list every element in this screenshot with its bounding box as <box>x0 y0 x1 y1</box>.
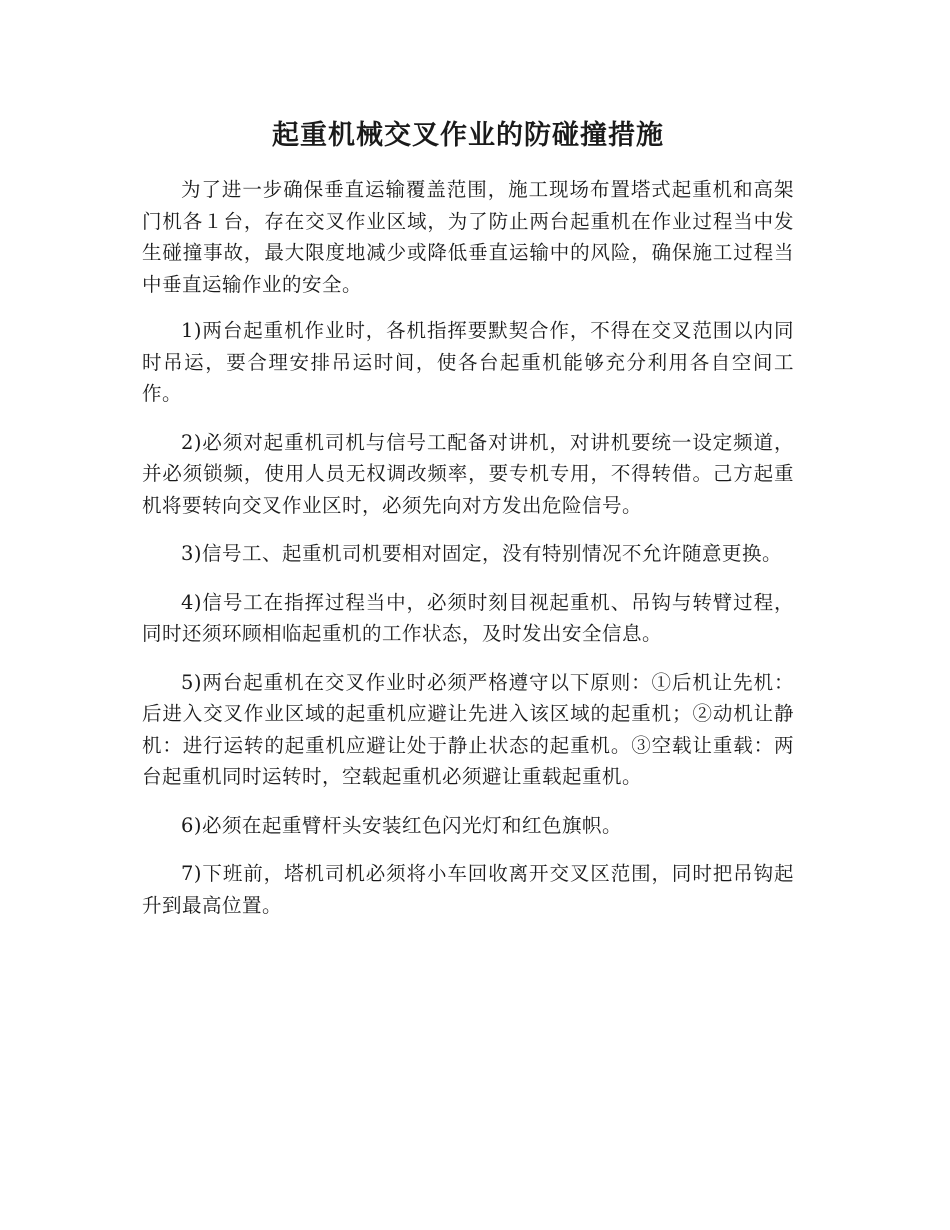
document-page <box>142 108 794 938</box>
measure-paragraph-3: 3)信号工、起重机司机要相对固定，没有特别情况不允许随意更换。 <box>181 542 783 565</box>
measure-paragraph-2: 2)必须对起重机司机与信号工配备对讲机，对讲机要统一设定频道，并必须锁频，使用人员无权调改频率，要专机专用，不得转借。己方起重机将要转向交叉作业区时，必须先向对方发出危险信号。 <box>142 430 794 517</box>
measure-paragraph-5: 5)两台起重机在交叉作业时必须严格遵守以下原则：①后机让先机：后进入交叉作业区域的起重机应避让先进入该区域的起重机；②动机让静机：进行运转的起重机应避让处于静止状态的起重机。③空载让重载：两台起重机同时运转时，空载起重机必须避让重载起重机。 <box>142 670 794 788</box>
measure-paragraph-1: 1)两台起重机作业时，各机指挥要默契合作，不得在交叉范围以内同时吊运，要合理安排吊运时间，使各台起重机能够充分利用各自空间工作。 <box>142 319 794 405</box>
measure-paragraph-7: 7)下班前，塔机司机必须将小车回收离开交叉区范围，同时把吊钩起升到最高位置。 <box>142 862 794 917</box>
document-title: 起重机械交叉作业的防碰撞措施 <box>272 120 664 151</box>
intro-paragraph: 为了进一步确保垂直运输覆盖范围，施工现场布置塔式起重机和高架门机各１台，存在交叉作业区域，为了防止两台起重机在作业过程当中发生碰撞事故，最大限度地减少或降低垂直运输中的风险，确保施工过程当中垂直运输作业的安全。 <box>142 178 794 296</box>
measure-paragraph-4: 4)信号工在指挥过程当中，必须时刻目视起重机、吊钩与转臂过程，同时还须环顾相临起重机的工作状态，及时发出安全信息。 <box>142 590 794 645</box>
measure-paragraph-6: 6)必须在起重臂杆头安装红色闪光灯和红色旗帜。 <box>181 813 623 837</box>
